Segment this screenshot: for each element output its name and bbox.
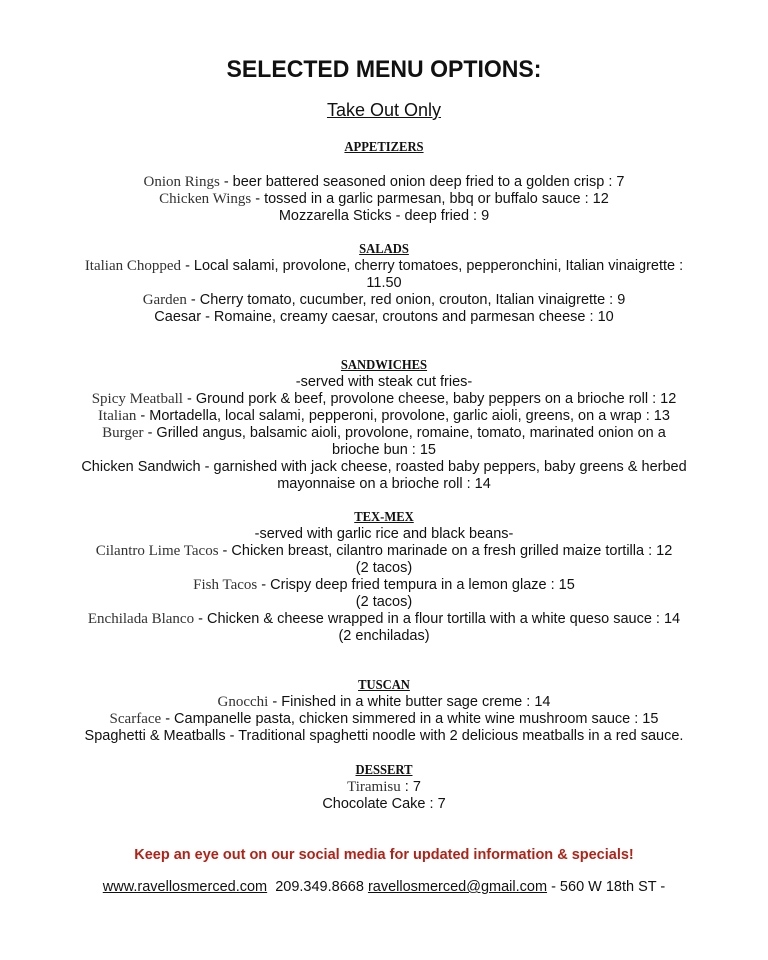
item-continuation: (2 tacos): [355, 560, 413, 576]
item-name: Scarface: [109, 711, 162, 727]
menu-item: [0, 309, 768, 326]
section-heading: APPETIZERS: [344, 140, 424, 155]
item-desc: - tossed in a garlic parmesan, bbq or buffalo sauce : 12: [251, 191, 609, 207]
item-name: Fish Tacos: [193, 577, 258, 593]
contact-line: [0, 879, 768, 895]
item-desc: Caesar - Romaine, creamy caesar, croutons and parmesan cheese : 10: [154, 309, 614, 325]
section-texmex: [0, 509, 768, 645]
item-desc: Chicken Sandwich - garnished with jack cheese, roasted baby peppers, baby greens & herbed: [81, 459, 687, 475]
menu-item: [0, 728, 768, 745]
section-dessert: [0, 762, 768, 813]
item-name: Chicken Wings: [159, 191, 252, 207]
item-name: Garden: [142, 292, 187, 308]
item-desc: - Chicken & cheese wrapped in a flour tortilla with a white queso sauce : 14: [194, 611, 681, 627]
section-heading: SALADS: [359, 242, 409, 257]
section-appetizers: [0, 139, 768, 225]
section-sandwiches: [0, 357, 768, 493]
item-continuation: mayonnaise on a brioche roll : 14: [277, 476, 491, 492]
section-heading: DESSERT: [355, 763, 413, 778]
section-heading: TUSCAN: [358, 678, 410, 693]
menu-item: [0, 711, 768, 728]
menu-item: [0, 694, 768, 711]
section-note: -served with garlic rice and black beans-: [254, 526, 514, 542]
item-name: Cilantro Lime Tacos: [95, 543, 219, 559]
item-desc: Spaghetti & Meatballs - Traditional spaghetti noodle with 2 delicious meatballs in a red sauce.: [84, 728, 684, 744]
section-note: -served with steak cut fries-: [295, 374, 473, 390]
menu-item: [0, 292, 768, 309]
section-heading: TEX-MEX: [354, 510, 414, 525]
website-link[interactable]: www.ravellosmerced.com: [102, 879, 268, 895]
item-continuation: brioche bun : 15: [332, 442, 436, 458]
menu-item: [0, 611, 768, 628]
item-desc: - Campanelle pasta, chicken simmered in a white wine mushroom sauce : 15: [161, 711, 659, 727]
menu-item: [0, 577, 768, 594]
address: - 560 W 18th ST -: [551, 879, 666, 895]
item-desc: Chocolate Cake : 7: [322, 796, 446, 812]
menu-item: [0, 174, 768, 191]
menu-item: [0, 543, 768, 560]
section-heading: SANDWICHES: [340, 358, 428, 373]
item-name: Burger: [102, 425, 144, 441]
item-desc: Mozzarella Sticks - deep fried : 9: [278, 208, 490, 224]
item-name: Enchilada Blanco: [87, 611, 195, 627]
item-name: Spicy Meatball: [91, 391, 183, 407]
promo-text: Keep an eye out on our social media for updated information & specials!: [134, 847, 634, 863]
item-continuation: (2 enchiladas): [338, 628, 430, 644]
menu-item: [0, 796, 768, 813]
item-desc: - Cherry tomato, cucumber, red onion, crouton, Italian vinaigrette : 9: [186, 292, 626, 308]
item-desc: - Chicken breast, cilantro marinade on a fresh grilled maize tortilla : 12: [218, 543, 673, 559]
section-tuscan: [0, 677, 768, 745]
menu-item: [0, 208, 768, 225]
item-continuation: (2 tacos): [355, 594, 413, 610]
item-desc: : 7: [400, 779, 421, 795]
page-subtitle: Take Out Only: [326, 100, 442, 120]
menu-item: [0, 191, 768, 208]
menu-item: [0, 258, 768, 275]
item-name: Onion Rings: [143, 174, 220, 190]
item-desc: - Mortadella, local salami, pepperoni, provolone, garlic aioli, greens, on a wrap : 13: [136, 408, 670, 424]
item-name: Italian Chopped: [84, 258, 182, 274]
item-desc: - Grilled angus, balsamic aioli, provolone, romaine, tomato, marinated onion on a: [143, 425, 666, 441]
menu-item: [0, 391, 768, 408]
page-title: SELECTED MENU OPTIONS:: [226, 56, 542, 83]
item-desc: - Ground pork & beef, provolone cheese, baby peppers on a brioche roll : 12: [182, 391, 677, 407]
item-name: Italian: [98, 408, 137, 424]
menu-item: [0, 459, 768, 476]
item-name: Tiramisu: [347, 779, 401, 795]
menu-item: [0, 779, 768, 796]
menu-item: [0, 408, 768, 425]
menu-item: [0, 425, 768, 442]
item-desc: - Crispy deep fried tempura in a lemon glaze : 15: [257, 577, 575, 593]
item-desc: - beer battered seasoned onion deep fried to a golden crisp : 7: [219, 174, 625, 190]
item-desc: - Finished in a white butter sage creme : 14: [268, 694, 551, 710]
section-salads: [0, 241, 768, 326]
email-link[interactable]: ravellosmerced@gmail.com: [367, 879, 548, 895]
phone-number: 209.349.8668: [275, 879, 364, 895]
item-continuation: 11.50: [366, 275, 402, 291]
item-name: Gnocchi: [217, 694, 269, 710]
item-desc: - Local salami, provolone, cherry tomatoes, pepperonchini, Italian vinaigrette :: [181, 258, 684, 274]
